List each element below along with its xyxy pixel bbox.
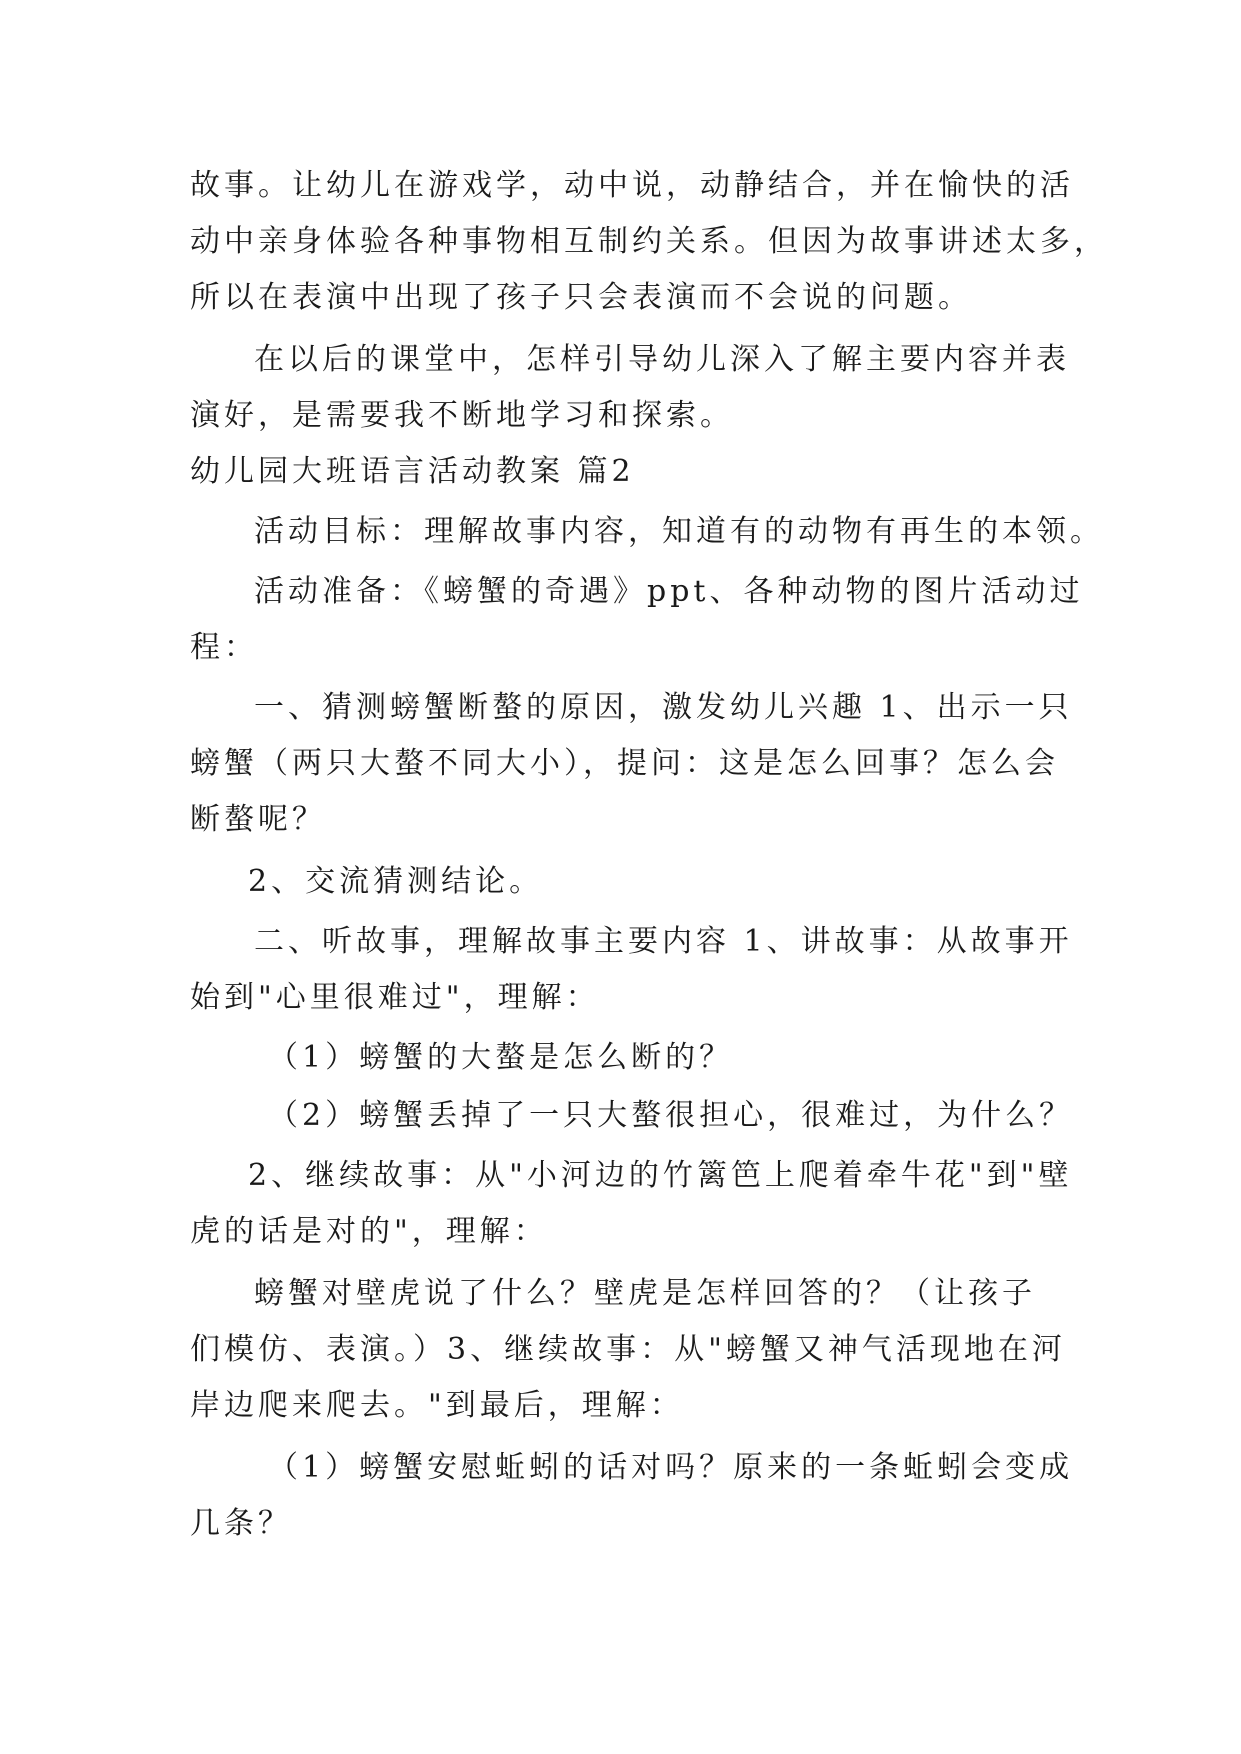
paragraph-line: 活动目标：理解故事内容，知道有的动物有再生的本领。 [254,514,1104,549]
paragraph-line: 断螯呢？ [190,802,326,837]
paragraph-line: 在以后的课堂中，怎样引导幼儿深入了解主要内容并表 [254,342,1070,377]
section-heading: 幼儿园大班语言活动教案 篇2 [190,454,635,489]
paragraph-line: （2）螃蟹丢掉了一只大螯很担心，很难过，为什么？ [268,1098,1074,1133]
paragraph-line: 始到"心里很难过"，理解： [190,980,600,1015]
paragraph-line: 2、继续故事：从"小河边的竹篱笆上爬着牵牛花"到"壁 [248,1158,1073,1193]
paragraph-line: 所以在表演中出现了孩子只会表演而不会说的问题。 [190,280,972,315]
paragraph-line: 虎的话是对的"，理解： [190,1214,548,1249]
paragraph-line: 程： [190,630,258,665]
paragraph-line: 动中亲身体验各种事物相互制约关系。但因为故事讲述太多， [190,224,1108,259]
paragraph-line: 螃蟹（两只大螯不同大小），提问：这是怎么回事？怎么会 [190,746,1059,781]
paragraph-line: （1）螃蟹安慰蚯蚓的话对吗？原来的一条蚯蚓会变成 [268,1450,1074,1485]
paragraph-line: （1）螃蟹的大螯是怎么断的？ [268,1040,734,1075]
paragraph-line: 活动准备：《螃蟹的奇遇》ppt、各种动物的图片活动过 [254,574,1084,609]
paragraph-line: 岸边爬来爬去。"到最后，理解： [190,1388,684,1423]
paragraph-line: 一、猜测螃蟹断螯的原因，激发幼儿兴趣 1、出示一只 [254,690,1073,725]
paragraph-line: 二、听故事，理解故事主要内容 1、讲故事：从故事开 [254,924,1073,959]
paragraph-line: 几条？ [190,1506,292,1541]
paragraph-line: 们模仿、表演。）3、继续故事：从"螃蟹又神气活现地在河 [190,1332,1066,1367]
paragraph-line: 螃蟹对壁虎说了什么？壁虎是怎样回答的？（让孩子 [254,1276,1036,1311]
paragraph-line: 故事。让幼儿在游戏学，动中说，动静结合，并在愉快的活 [190,168,1074,203]
paragraph-line: 2、交流猜测结论。 [248,864,544,899]
paragraph-line: 演好，是需要我不断地学习和探索。 [190,398,734,433]
